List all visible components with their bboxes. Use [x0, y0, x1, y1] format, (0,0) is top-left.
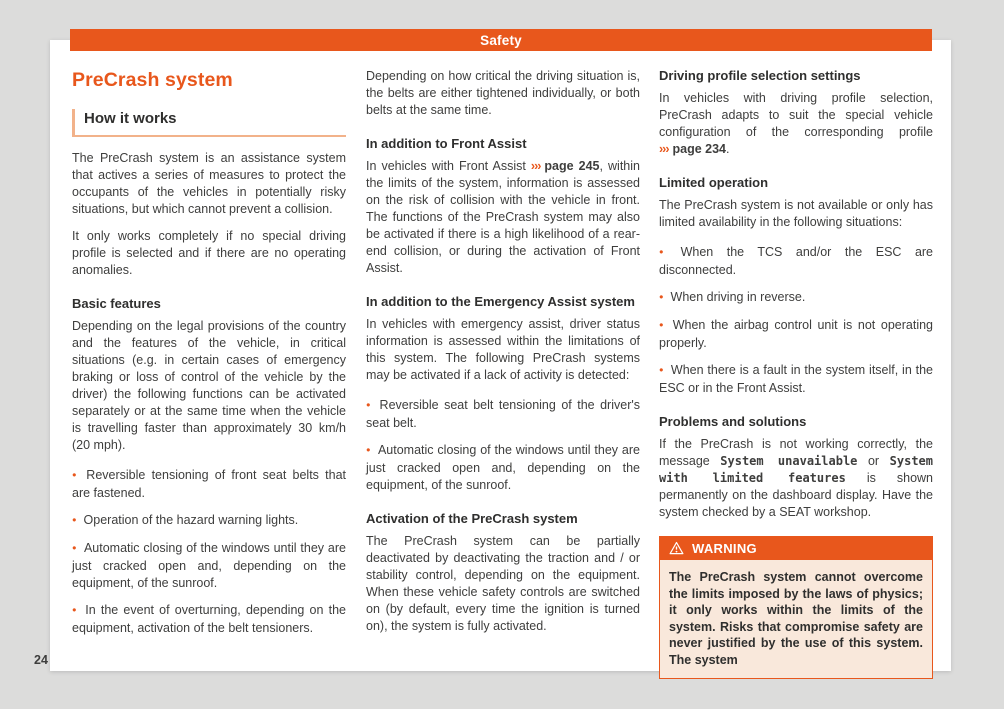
paragraph: In vehicles with emergency assist, driver status information is assessed within the limitations of this system. The following PreCrash systems may be activated if a lack of activity is detected: [366, 317, 640, 382]
paragraph: It only works completely if no special driving profile is selected and if there are no operating anomalies. [72, 229, 346, 277]
paragraph [659, 436, 933, 521]
list-item: ● In the event of overturning, depending on the equipment, activation of the belt tensioners. [72, 602, 346, 637]
page-number: 24 [34, 653, 48, 667]
section-heading-how-it-works: How it works [72, 109, 346, 137]
subheading-activation: Activation of the PreCrash system [366, 511, 578, 526]
paragraph: The PreCrash system is an assistance system that actives a series of measures to protect the occupants of the vehicles in potentially risky situations, but which cannot prevent a collision. [72, 151, 346, 216]
paragraph [659, 90, 933, 158]
chevron-right-icon: ››› [530, 159, 541, 173]
paragraph-text: or [857, 454, 890, 468]
bullet-list [366, 397, 640, 494]
bullet-list [72, 467, 346, 637]
list-item: ● Automatic closing of the windows until they are just cracked open and, depending on the equipment, of the sunroof. [366, 442, 640, 494]
paragraph-text: In vehicles with driving profile selection, PreCrash adapts to suit the special vehicle configuration of the corresponding profile [659, 91, 933, 139]
warning-header [659, 536, 933, 560]
paragraph-text: If the PreCrash is not working correctly, the message [659, 437, 933, 468]
subheading-driving-profile: Driving profile selection settings [659, 68, 861, 83]
paragraph-text: In vehicles with Front Assist [366, 159, 531, 173]
paragraph-text: , within the limits of the system, information is assessed on the risk of collision with the vehicle in front. The functions of the PreCrash system may also be activated if there is a high likelihood of a rear-end collision, or during the activation of Front Assist. [366, 159, 640, 275]
manual-page [50, 32, 951, 671]
warning-body-text: The PreCrash system cannot overcome the limits imposed by the laws of physics; it only works within the limits of the system. Risks that compromise safety are never justified by the use of this system. The system [659, 560, 933, 679]
bullet-list [659, 244, 933, 397]
list-item: ● When the TCS and/or the ESC are disconnected. [659, 244, 933, 279]
list-item: ● Automatic closing of the windows until they are just cracked open and, depending on the equipment, of the sunroof. [72, 540, 346, 592]
paragraph: The PreCrash system can be partially deactivated by deactivating the traction and / or stability control, depending on the equipment. When these vehicle safety controls are switched on (by default, every time the ignition is turned on), the system is fully activated. [366, 534, 640, 633]
list-item: ● Reversible tensioning of front seat belts that are fastened. [72, 467, 346, 502]
column-middle [366, 40, 640, 645]
paragraph-text: . [726, 142, 730, 156]
display-message-text: System unavailable [720, 454, 858, 468]
subheading-front-assist: In addition to Front Assist [366, 136, 527, 151]
list-item: ● When driving in reverse. [659, 289, 933, 307]
warning-box [659, 536, 933, 679]
cross-reference-link[interactable] [659, 142, 726, 156]
paragraph: Depending on how critical the driving situation is, the belts are either tightened individually, or both belts at the same time. [366, 69, 640, 117]
chapter-title: Safety [480, 32, 522, 48]
subheading-limited-operation: Limited operation [659, 175, 769, 190]
paragraph: The PreCrash system is not available or only has limited availability in the following situations: [659, 198, 933, 229]
cross-reference-page: page 234 [672, 142, 727, 156]
cross-reference-link[interactable] [531, 159, 600, 173]
paragraph-text: is shown permanently on the dashboard display. Have the system checked by a SEAT workshop. [659, 471, 934, 519]
subheading-emergency-assist: In addition to the Emergency Assist system [366, 294, 635, 309]
subheading-problems-solutions: Problems and solutions [659, 414, 807, 429]
paragraph: Depending on the legal provisions of the country and the features of the vehicle, in critical situations (e.g. in certain cases of emergency braking or loss of control of the vehicle by the driver) the following functions can be activated separately or at the same time when the vehicle is travelling faster than approximately 30 km/h (20 mph). [72, 319, 346, 452]
subheading-basic-features: Basic features [72, 296, 161, 311]
list-item: ● When the airbag control unit is not operating properly. [659, 317, 933, 352]
paragraph [366, 158, 640, 277]
display-message-text: System with limited features [659, 454, 933, 485]
cross-reference-page: page 245 [544, 159, 600, 173]
list-item: ● Reversible seat belt tensioning of the driver's seat belt. [366, 397, 640, 432]
column-right [659, 40, 933, 679]
list-item: ● Operation of the hazard warning lights. [72, 512, 346, 530]
page-title: PreCrash system [72, 69, 233, 91]
chevron-right-icon: ››› [659, 142, 669, 156]
list-item: ● When there is a fault in the system itself, in the ESC or in the Front Assist. [659, 362, 933, 397]
column-left [72, 40, 346, 647]
warning-title: WARNING [692, 540, 757, 556]
warning-triangle-icon [669, 541, 684, 555]
